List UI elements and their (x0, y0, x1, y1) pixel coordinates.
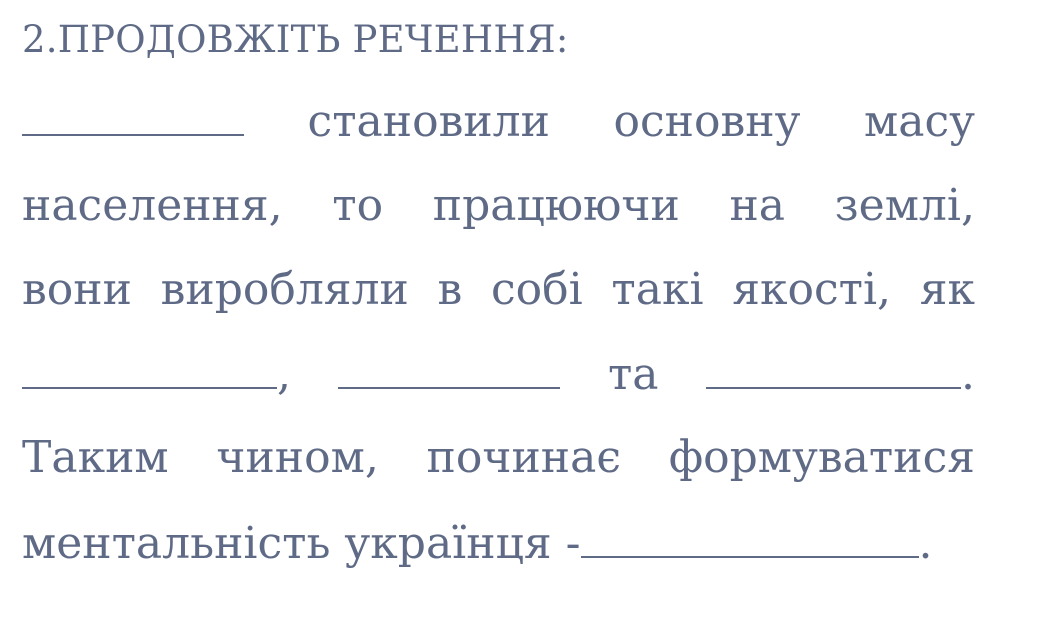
answer-blank-2[interactable] (22, 386, 277, 389)
period: . (960, 349, 975, 400)
word: вони (22, 264, 132, 315)
word: формуватися (668, 432, 975, 483)
answer-blank-1[interactable] (22, 133, 244, 136)
word: працюючи (432, 180, 680, 231)
word: собі (491, 264, 583, 315)
sentence-line-3 (22, 248, 975, 332)
word: як (919, 264, 975, 315)
word: основну (613, 96, 801, 147)
blank-group-4 (706, 333, 975, 417)
blank-group-2 (22, 333, 291, 417)
period: . (918, 518, 933, 569)
word: чином, (216, 432, 379, 483)
word: такі (611, 264, 704, 315)
word: масу (864, 96, 975, 147)
sentence-line-6 (22, 502, 975, 586)
word: на (729, 180, 786, 231)
word-ta: та (607, 349, 659, 400)
word: становили (307, 96, 550, 147)
exercise-heading: 2.ПРОДОВЖІТЬ РЕЧЕННЯ: (22, 18, 569, 61)
comma: , (277, 349, 291, 400)
sentence-line-5 (22, 416, 975, 500)
answer-blank-4[interactable] (706, 386, 961, 389)
word: Таким (22, 432, 169, 483)
word: починає (426, 432, 621, 483)
sentence-line-1 (22, 80, 975, 164)
answer-blank-3[interactable] (338, 386, 560, 389)
word: виробляли (160, 264, 409, 315)
word: в (437, 264, 463, 315)
word: населення, (22, 180, 283, 231)
word: то (332, 180, 384, 231)
word: землі, (834, 180, 975, 231)
word: якості, (732, 264, 892, 315)
sentence-line-2 (22, 164, 975, 248)
answer-blank-5[interactable] (581, 555, 919, 558)
sentence-text: ментальність українця - (22, 518, 581, 569)
sentence-line-4 (22, 333, 975, 417)
